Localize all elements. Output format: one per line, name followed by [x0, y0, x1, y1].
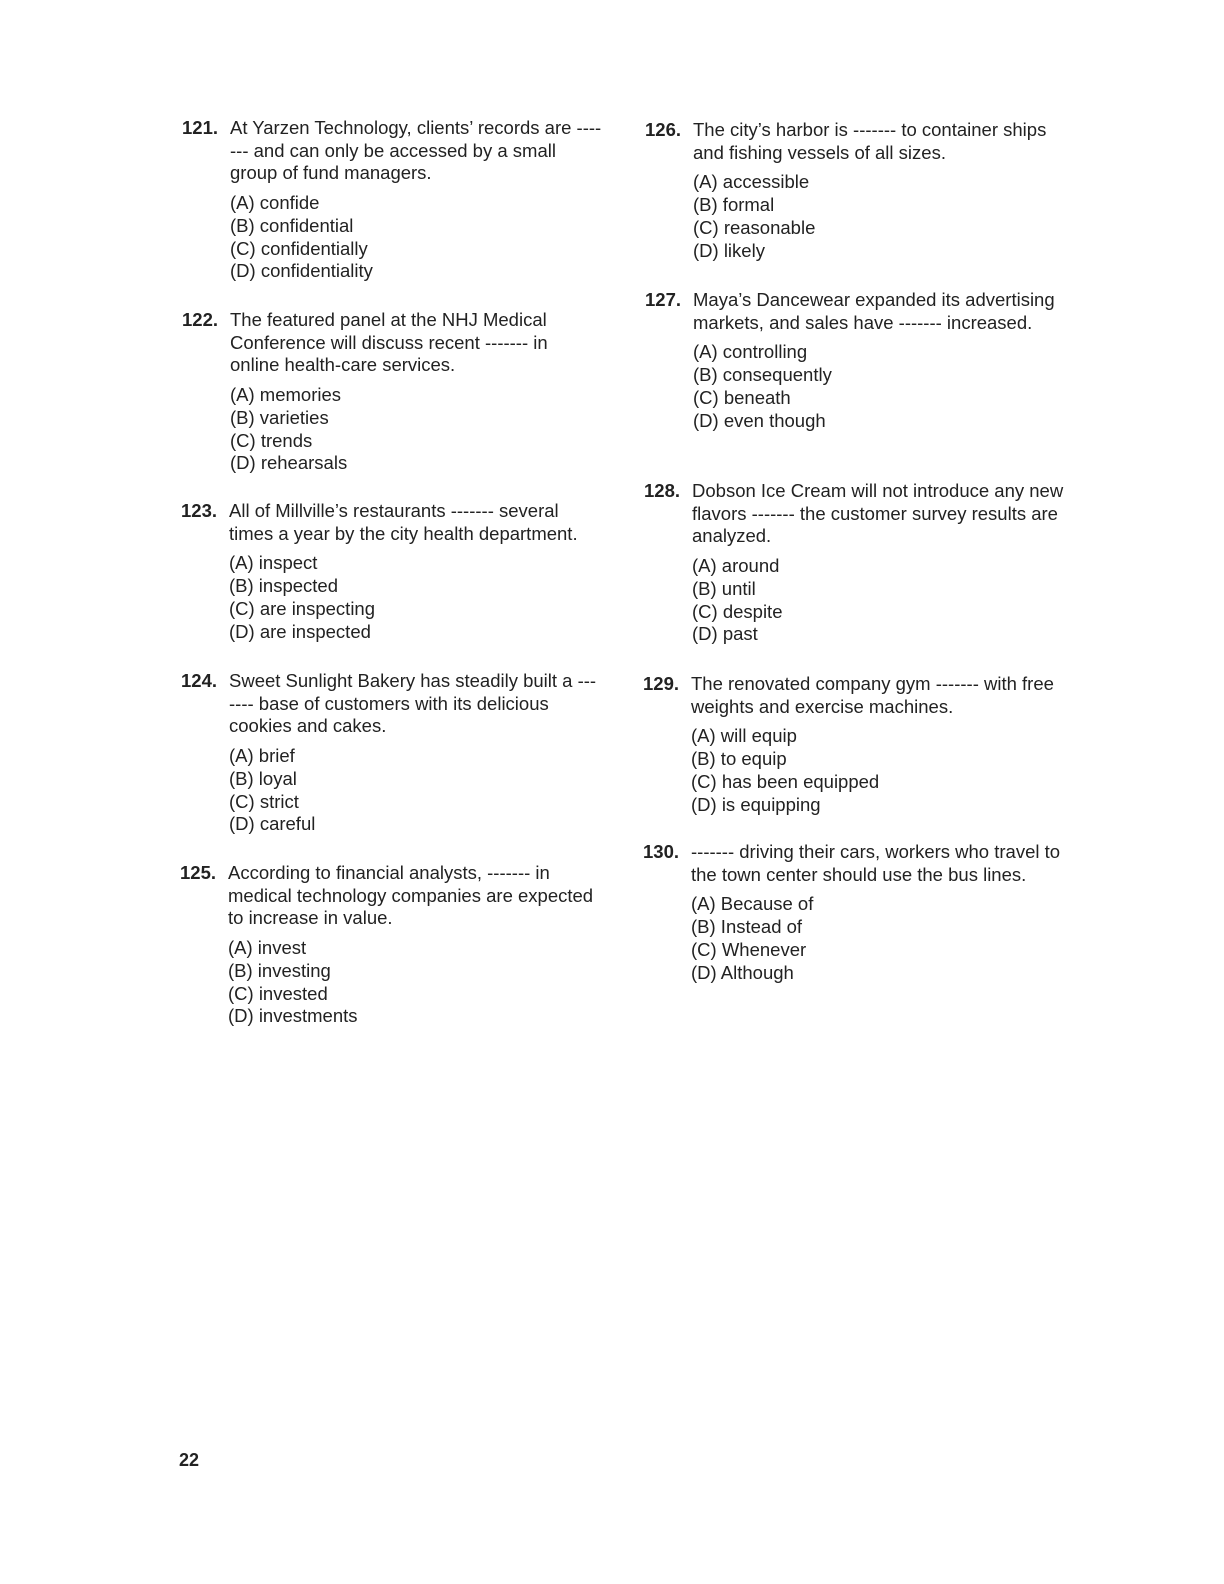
question-130 [643, 841, 1063, 984]
question-122 [182, 309, 602, 475]
question-stem: Sweet Sunlight Bakery has steadily built a ------- base of customers with its delicious cookies and cakes. [229, 670, 597, 737]
question-number: 123. [181, 500, 218, 521]
answer-option: (A) accessible [693, 171, 810, 193]
answer-option: (D) past [692, 623, 758, 645]
answer-option: (D) investments [228, 1005, 358, 1027]
answer-option: (A) brief [229, 745, 295, 767]
answer-option: (C) confidentially [230, 237, 368, 259]
question-number: 124. [181, 670, 218, 691]
question-stem: The featured panel at the NHJ Medical Conference will discuss recent ------- in online health-care services. [230, 309, 548, 376]
answer-option: (C) strict [229, 790, 299, 812]
answer-option: (D) confidentiality [230, 260, 373, 282]
answer-option: (B) inspected [229, 575, 338, 597]
answer-option: (B) confidential [230, 214, 354, 236]
answer-option: (C) has been equipped [691, 770, 880, 792]
question-stem: Dobson Ice Cream will not introduce any new flavors ------- the customer survey results are analyzed. [692, 480, 1064, 547]
answer-option: (B) to equip [691, 748, 787, 770]
answer-option: (A) invest [228, 937, 307, 959]
answer-option: (A) confide [230, 192, 320, 214]
answer-option: (A) controlling [693, 341, 808, 363]
answer-option: (C) despite [692, 600, 783, 622]
answer-option: (A) memories [230, 384, 342, 406]
answer-option: (B) loyal [229, 767, 297, 789]
answer-option: (B) consequently [693, 364, 832, 386]
question-number: 126. [645, 119, 682, 140]
answer-option: (B) until [692, 577, 756, 599]
question-number: 127. [645, 289, 682, 310]
answer-option: (D) is equipping [691, 793, 821, 815]
answer-option: (B) investing [228, 959, 331, 981]
answer-option: (D) rehearsals [230, 452, 348, 474]
question-number: 128. [644, 480, 681, 501]
answer-option: (B) varieties [230, 406, 329, 428]
answer-option: (C) invested [228, 982, 328, 1004]
answer-option: (D) Although [691, 961, 794, 983]
question-number: 122. [182, 309, 219, 330]
question-125 [180, 862, 600, 1028]
question-127 [645, 289, 1065, 432]
answer-option: (A) around [692, 555, 780, 577]
question-stem: ------- driving their cars, workers who travel to the town center should use the bus lines. [691, 841, 1061, 885]
answer-option: (A) will equip [691, 725, 797, 747]
question-124 [181, 670, 601, 836]
question-stem: The renovated company gym ------- with free weights and exercise machines. [691, 673, 1054, 717]
answer-option: (D) careful [229, 813, 316, 835]
answer-option: (B) formal [693, 194, 775, 216]
answer-option: (B) Instead of [691, 916, 803, 938]
answer-option: (D) likely [693, 239, 765, 261]
answer-option: (D) even though [693, 409, 826, 431]
answer-option: (C) trends [230, 429, 313, 451]
question-number: 130. [643, 841, 680, 862]
answer-option: (A) Because of [691, 893, 814, 915]
answer-option: (A) inspect [229, 552, 318, 574]
answer-option: (D) are inspected [229, 620, 371, 642]
page-number: 22 [179, 1450, 200, 1470]
question-number: 125. [180, 862, 217, 883]
question-121 [182, 117, 602, 283]
question-128 [644, 480, 1064, 646]
answer-option: (C) beneath [693, 386, 791, 408]
question-number: 129. [643, 673, 680, 694]
question-stem: Maya’s Dancewear expanded its advertising markets, and sales have ------- increased. [693, 289, 1055, 333]
answer-option: (C) reasonable [693, 216, 816, 238]
question-stem: At Yarzen Technology, clients’ records are ------- and can only be accessed by a small group of fund managers. [230, 117, 602, 184]
question-stem: According to financial analysts, ------- in medical technology companies are expected to increase in value. [228, 862, 594, 929]
question-stem: All of Millville’s restaurants ------- several times a year by the city health department. [229, 500, 578, 544]
question-stem: The city’s harbor is ------- to container ships and fishing vessels of all sizes. [693, 119, 1047, 163]
answer-option: (C) are inspecting [229, 597, 376, 619]
question-129 [643, 673, 1063, 816]
answer-option: (C) Whenever [691, 938, 807, 960]
question-126 [645, 119, 1065, 262]
question-123 [181, 500, 601, 643]
question-number: 121. [182, 117, 219, 138]
